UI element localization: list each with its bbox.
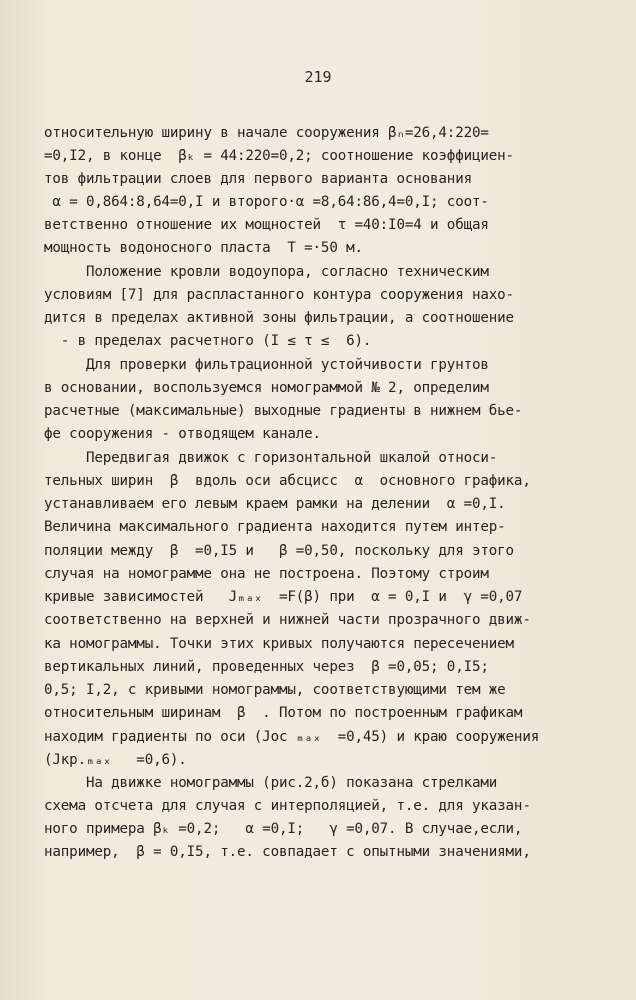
text-line: тов фильтрации слоев для первого варианта основания xyxy=(44,171,472,187)
text-line: ветственно отношение их мощностей τ =40:I0=4 и общая xyxy=(44,217,489,233)
text-line: мощность водоносного пласта T =·50 м. xyxy=(44,240,363,256)
text-line: кривые зависимостей Jₘₐₓ =F(β) при α = 0,I и γ =0,07 xyxy=(44,589,523,605)
text-line: относительным ширинам β . Потом по построенным графикам xyxy=(44,705,523,721)
text-line: ка номограммы. Точки этих кривых получаются пересечением xyxy=(44,636,514,652)
text-line: соответственно на верхней и нижней части прозрачного движ- xyxy=(44,612,531,628)
text-line: фе сооружения - отводящем канале. xyxy=(44,426,321,442)
text-line: поляции между β =0,I5 и β =0,50, поскольку для этого xyxy=(44,543,514,559)
text-line: Передвигая движок с горизонтальной шкалой относи- xyxy=(44,450,498,466)
text-line: случая на номограмме она не построена. Поэтому строим xyxy=(44,566,489,582)
text-line: =0,I2, в конце βₖ = 44:220=0,2; соотношение коэффициен- xyxy=(44,148,514,164)
text-line: α = 0,864:8,64=0,I и второго·α =8,64:86,4=0,I; соот- xyxy=(44,194,489,210)
text-line: условиям [7] для распластанного контура сооружения нахо- xyxy=(44,287,514,303)
text-line: в основании, воспользуемся номограммой № 2, определим xyxy=(44,380,489,396)
text-line: Для проверки фильтрационной устойчивости грунтов xyxy=(44,357,489,373)
text-line: расчетные (максимальные) выходные градиенты в нижнем бье- xyxy=(44,403,523,419)
text-line: схема отсчета для случая с интерполяцией, т.е. для указан- xyxy=(44,798,531,814)
text-line: тельных ширин β вдоль оси абсцисс α основного графика, xyxy=(44,473,531,489)
text-line: - в пределах расчетного (I ≤ τ ≤ 6). xyxy=(44,333,372,349)
text-line: ного примера βₖ =0,2; α =0,I; γ =0,07. В случае,если, xyxy=(44,821,523,837)
text-line: дится в пределах активной зоны фильтрации, а соотношение xyxy=(44,310,514,326)
text-line: На движке номограммы (рис.2,б) показана стрелками xyxy=(44,775,498,791)
text-line: устанавливаем его левым краем рамки на делении α =0,I. xyxy=(44,496,506,512)
text-line: (Jкр.ₘₐₓ =0,6). xyxy=(44,752,187,768)
text-line: 0,5; I,2, с кривыми номограммы, соответствующими тем же xyxy=(44,682,506,698)
text-line: находим градиенты по оси (Jос ₘₐₓ =0,45) и краю сооружения xyxy=(44,729,540,745)
text-line: Положение кровли водоупора, согласно техническим xyxy=(44,264,489,280)
page-number: 219 xyxy=(304,68,332,86)
text-line: вертикальных линий, проведенных через β =0,05; 0,I5; xyxy=(44,659,489,675)
text-line: Величина максимального градиента находится путем интер- xyxy=(44,519,506,535)
text-line: относительную ширину в начале сооружения βₙ=26,4:220= xyxy=(44,125,489,141)
text-line: например, β = 0,I5, т.е. совпадает с опытными значениями, xyxy=(44,844,531,860)
